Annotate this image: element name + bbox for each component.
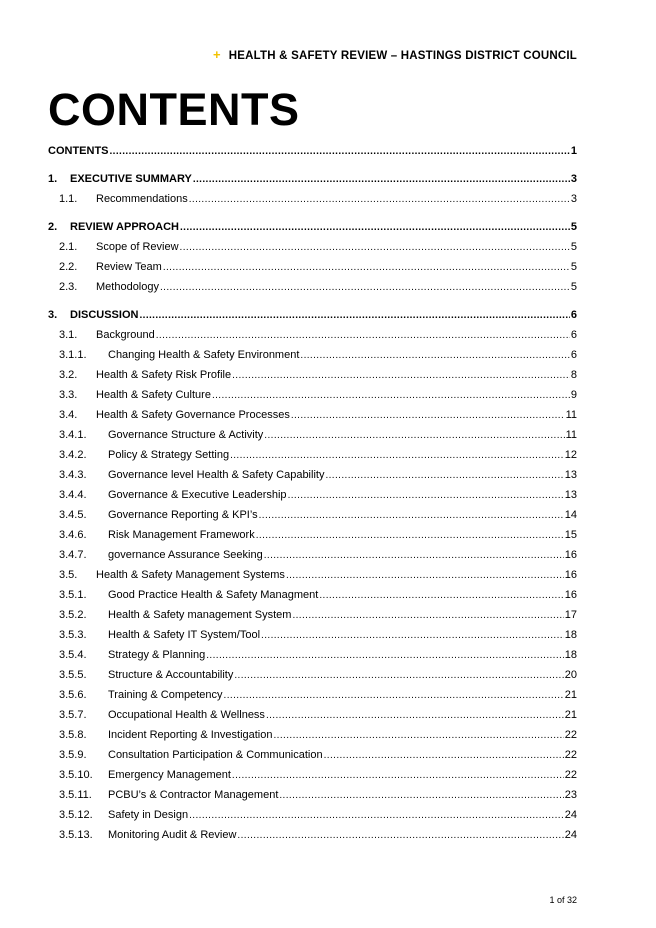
toc-entry-label: Governance & Executive Leadership xyxy=(108,489,287,501)
toc-entry-number: 3.2. xyxy=(59,369,78,381)
toc-dot-leader xyxy=(110,146,570,157)
toc-dot-leader xyxy=(189,194,570,205)
toc-dot-leader xyxy=(193,174,570,185)
toc-entry-number: 3.5.9. xyxy=(59,749,87,761)
toc-entry-number: 2. xyxy=(48,221,58,233)
toc-entry[interactable] xyxy=(48,449,577,469)
toc-entry-label: Training & Competency xyxy=(108,689,223,701)
toc-entry-label: Structure & Accountability xyxy=(108,669,234,681)
toc-entry-page: 21 xyxy=(564,689,577,701)
toc-dot-leader xyxy=(156,330,570,341)
running-header xyxy=(213,47,577,62)
toc-entry-label: Strategy & Planning xyxy=(108,649,206,661)
toc-entry-page: 23 xyxy=(564,789,577,801)
toc-entry-number: 3.5. xyxy=(59,569,78,581)
toc-dot-leader xyxy=(232,370,570,381)
toc-entry-label: REVIEW APPROACH xyxy=(70,221,179,233)
toc-entry-number: 3.3. xyxy=(59,389,78,401)
toc-entry-page: 24 xyxy=(564,829,577,841)
toc-entry[interactable] xyxy=(48,669,577,689)
toc-entry-number: 3.5.2. xyxy=(59,609,87,621)
toc-entry-label: Governance Structure & Activity xyxy=(108,429,264,441)
toc-entry-page: 8 xyxy=(570,369,577,381)
toc-entry-label: Review Team xyxy=(96,261,162,273)
toc-entry-label: Governance level Health & Safety Capability xyxy=(108,469,325,481)
toc-entry[interactable] xyxy=(48,221,577,241)
toc-entry-label: Health & Safety IT System/Tool xyxy=(108,629,261,641)
toc-dot-leader xyxy=(230,450,564,461)
toc-entry-number: 3.5.12. xyxy=(59,809,93,821)
toc-entry[interactable] xyxy=(48,241,577,261)
toc-entry[interactable] xyxy=(48,789,577,809)
toc-dot-leader xyxy=(286,570,564,581)
toc-entry[interactable] xyxy=(48,529,577,549)
toc-dot-leader xyxy=(189,810,564,821)
toc-entry-label: Risk Management Framework xyxy=(108,529,255,541)
toc-entry-page: 6 xyxy=(570,309,577,321)
toc-entry-page: 13 xyxy=(564,489,577,501)
header-title: HEALTH & SAFETY REVIEW – HASTINGS DISTRICT COUNCIL xyxy=(228,50,577,62)
toc-entry-number: 2.1. xyxy=(59,241,78,253)
toc-entry-number: 3.5.5. xyxy=(59,669,87,681)
toc-entry-page: 20 xyxy=(564,669,577,681)
toc-entry[interactable] xyxy=(48,369,577,389)
toc-entry-page: 22 xyxy=(564,769,577,781)
toc-entry-label: Background xyxy=(96,329,155,341)
toc-entry-label: Policy & Strategy Setting xyxy=(108,449,230,461)
toc-entry-page: 22 xyxy=(564,729,577,741)
toc-spacer xyxy=(48,165,577,173)
toc-entry-number: 3.5.1. xyxy=(59,589,87,601)
toc-entry-page: 16 xyxy=(564,569,577,581)
toc-entry-label: Recommendations xyxy=(96,193,188,205)
toc-dot-leader xyxy=(261,630,564,641)
toc-entry-page: 5 xyxy=(570,261,577,273)
toc-entry-number: 3.5.4. xyxy=(59,649,87,661)
toc-entry-page: 16 xyxy=(564,589,577,601)
toc-entry-page: 3 xyxy=(570,193,577,205)
toc-entry-page: 16 xyxy=(564,549,577,561)
toc-entry[interactable] xyxy=(48,193,577,213)
toc-entry-number: 1. xyxy=(48,173,58,185)
toc-entry-number: 3.5.11. xyxy=(59,789,92,801)
toc-entry-number: 3.1.1. xyxy=(59,349,87,361)
toc-dot-leader xyxy=(324,750,564,761)
toc-entry[interactable] xyxy=(48,489,577,509)
toc-entry-label: Incident Reporting & Investigation xyxy=(108,729,273,741)
toc-entry-number: 3.4.5. xyxy=(59,509,87,521)
toc-dot-leader xyxy=(180,222,570,233)
toc-entry[interactable] xyxy=(48,729,577,749)
toc-entry[interactable] xyxy=(48,309,577,329)
toc-entry-number: 3.5.13. xyxy=(59,829,93,841)
toc-entry-page: 17 xyxy=(564,609,577,621)
toc-dot-leader xyxy=(264,430,564,441)
toc-dot-leader xyxy=(160,282,570,293)
toc-dot-leader xyxy=(212,390,570,401)
toc-entry-label: Occupational Health & Wellness xyxy=(108,709,265,721)
toc-entry-label: Changing Health & Safety Environment xyxy=(108,349,300,361)
toc-entry[interactable] xyxy=(48,261,577,281)
page-number: 1 of 32 xyxy=(549,895,577,905)
toc-entry-number: 3. xyxy=(48,309,58,321)
toc-entry-page: 3 xyxy=(570,173,577,185)
toc-entry-number: 3.4.1. xyxy=(59,429,87,441)
toc-entry-page: 11 xyxy=(565,409,577,421)
toc-entry[interactable] xyxy=(48,649,577,669)
toc-entry-number: 3.5.8. xyxy=(59,729,87,741)
toc-entry-page: 5 xyxy=(570,281,577,293)
toc-entry-page: 5 xyxy=(570,241,577,253)
toc-dot-leader xyxy=(279,790,563,801)
table-of-contents xyxy=(48,145,577,849)
toc-entry-number: 3.1. xyxy=(59,329,78,341)
toc-entry-page: 15 xyxy=(564,529,577,541)
toc-entry[interactable] xyxy=(48,629,577,649)
toc-entry-label: Methodology xyxy=(96,281,159,293)
toc-entry[interactable] xyxy=(48,589,577,609)
toc-dot-leader xyxy=(237,830,563,841)
toc-entry[interactable] xyxy=(48,349,577,369)
toc-dot-leader xyxy=(259,510,564,521)
toc-entry-number: 3.4.7. xyxy=(59,549,87,561)
toc-entry-page: 24 xyxy=(564,809,577,821)
toc-entry-label: Emergency Management xyxy=(108,769,231,781)
toc-entry[interactable] xyxy=(48,469,577,489)
toc-dot-leader xyxy=(291,410,565,421)
toc-dot-leader xyxy=(274,730,564,741)
toc-dot-leader xyxy=(319,590,563,601)
toc-entry[interactable] xyxy=(48,549,577,569)
toc-entry-label: DISCUSSION xyxy=(70,309,139,321)
toc-entry-page: 5 xyxy=(570,221,577,233)
toc-entry-page: 1 xyxy=(570,145,577,157)
toc-entry-label: Governance Reporting & KPI’s xyxy=(108,509,258,521)
toc-dot-leader xyxy=(300,350,569,361)
toc-entry-label: Good Practice Health & Safety Managment xyxy=(108,589,319,601)
toc-dot-leader xyxy=(264,550,564,561)
toc-entry-page: 22 xyxy=(564,749,577,761)
toc-dot-leader xyxy=(292,610,563,621)
toc-entry-page: 11 xyxy=(565,429,577,441)
toc-entry[interactable] xyxy=(48,709,577,729)
toc-entry[interactable] xyxy=(48,281,577,301)
toc-entry-label: Scope of Review xyxy=(96,241,179,253)
toc-entry[interactable] xyxy=(48,809,577,829)
toc-entry-label: CONTENTS xyxy=(48,145,109,157)
toc-entry-label: Health & Safety Management Systems xyxy=(96,569,285,581)
toc-entry-number: 3.5.6. xyxy=(59,689,87,701)
toc-dot-leader xyxy=(180,242,570,253)
toc-entry-label: Monitoring Audit & Review xyxy=(108,829,237,841)
toc-dot-leader xyxy=(206,650,564,661)
toc-entry-label: Consultation Participation & Communication xyxy=(108,749,323,761)
toc-entry[interactable] xyxy=(48,329,577,349)
toc-dot-leader xyxy=(256,530,564,541)
toc-entry[interactable] xyxy=(48,609,577,629)
toc-entry[interactable] xyxy=(48,173,577,193)
toc-dot-leader xyxy=(224,690,564,701)
toc-dot-leader xyxy=(288,490,564,501)
toc-dot-leader xyxy=(234,670,563,681)
toc-entry[interactable] xyxy=(48,749,577,769)
toc-entry-label: Health & Safety Risk Profile xyxy=(96,369,232,381)
toc-entry-label: EXECUTIVE SUMMARY xyxy=(70,173,192,185)
toc-entry-page: 9 xyxy=(570,389,577,401)
toc-entry-label: Health & Safety Governance Processes xyxy=(96,409,290,421)
toc-entry-label: PCBU’s & Contractor Management xyxy=(108,789,279,801)
toc-dot-leader xyxy=(232,770,564,781)
toc-entry[interactable] xyxy=(48,569,577,589)
toc-dot-leader xyxy=(325,470,563,481)
toc-entry[interactable] xyxy=(48,389,577,409)
toc-entry-page: 14 xyxy=(564,509,577,521)
toc-entry-page: 6 xyxy=(570,329,577,341)
toc-entry-label: governance Assurance Seeking xyxy=(108,549,263,561)
toc-entry-number: 3.5.3. xyxy=(59,629,87,641)
toc-spacer xyxy=(48,213,577,221)
toc-entry-page: 13 xyxy=(564,469,577,481)
toc-entry[interactable] xyxy=(48,409,577,429)
toc-dot-leader xyxy=(163,262,570,273)
toc-entry-number: 3.4.6. xyxy=(59,529,87,541)
toc-entry-number: 1.1. xyxy=(59,193,78,205)
toc-entry[interactable] xyxy=(48,145,577,165)
toc-entry-label: Safety in Design xyxy=(108,809,189,821)
toc-entry-number: 3.4.2. xyxy=(59,449,87,461)
toc-entry-number: 3.4.4. xyxy=(59,489,87,501)
toc-entry-number: 3.4. xyxy=(59,409,78,421)
toc-entry-label: Health & Safety management System xyxy=(108,609,292,621)
toc-dot-leader xyxy=(139,310,569,321)
toc-entry-number: 3.5.10. xyxy=(59,769,93,781)
toc-entry-page: 18 xyxy=(564,649,577,661)
toc-entry[interactable] xyxy=(48,829,577,849)
page-title: CONTENTS xyxy=(48,84,300,135)
toc-entry-page: 12 xyxy=(564,449,577,461)
toc-entry-label: Health & Safety Culture xyxy=(96,389,211,401)
toc-dot-leader xyxy=(266,710,564,721)
toc-entry-number: 2.3. xyxy=(59,281,78,293)
toc-entry[interactable] xyxy=(48,509,577,529)
toc-entry-page: 18 xyxy=(564,629,577,641)
toc-entry-page: 21 xyxy=(564,709,577,721)
toc-entry[interactable] xyxy=(48,689,577,709)
toc-spacer xyxy=(48,301,577,309)
toc-entry[interactable] xyxy=(48,429,577,449)
toc-entry-page: 6 xyxy=(570,349,577,361)
toc-entry[interactable] xyxy=(48,769,577,789)
plus-icon: + xyxy=(213,47,221,62)
toc-entry-number: 3.5.7. xyxy=(59,709,87,721)
toc-entry-number: 3.4.3. xyxy=(59,469,87,481)
toc-entry-number: 2.2. xyxy=(59,261,78,273)
